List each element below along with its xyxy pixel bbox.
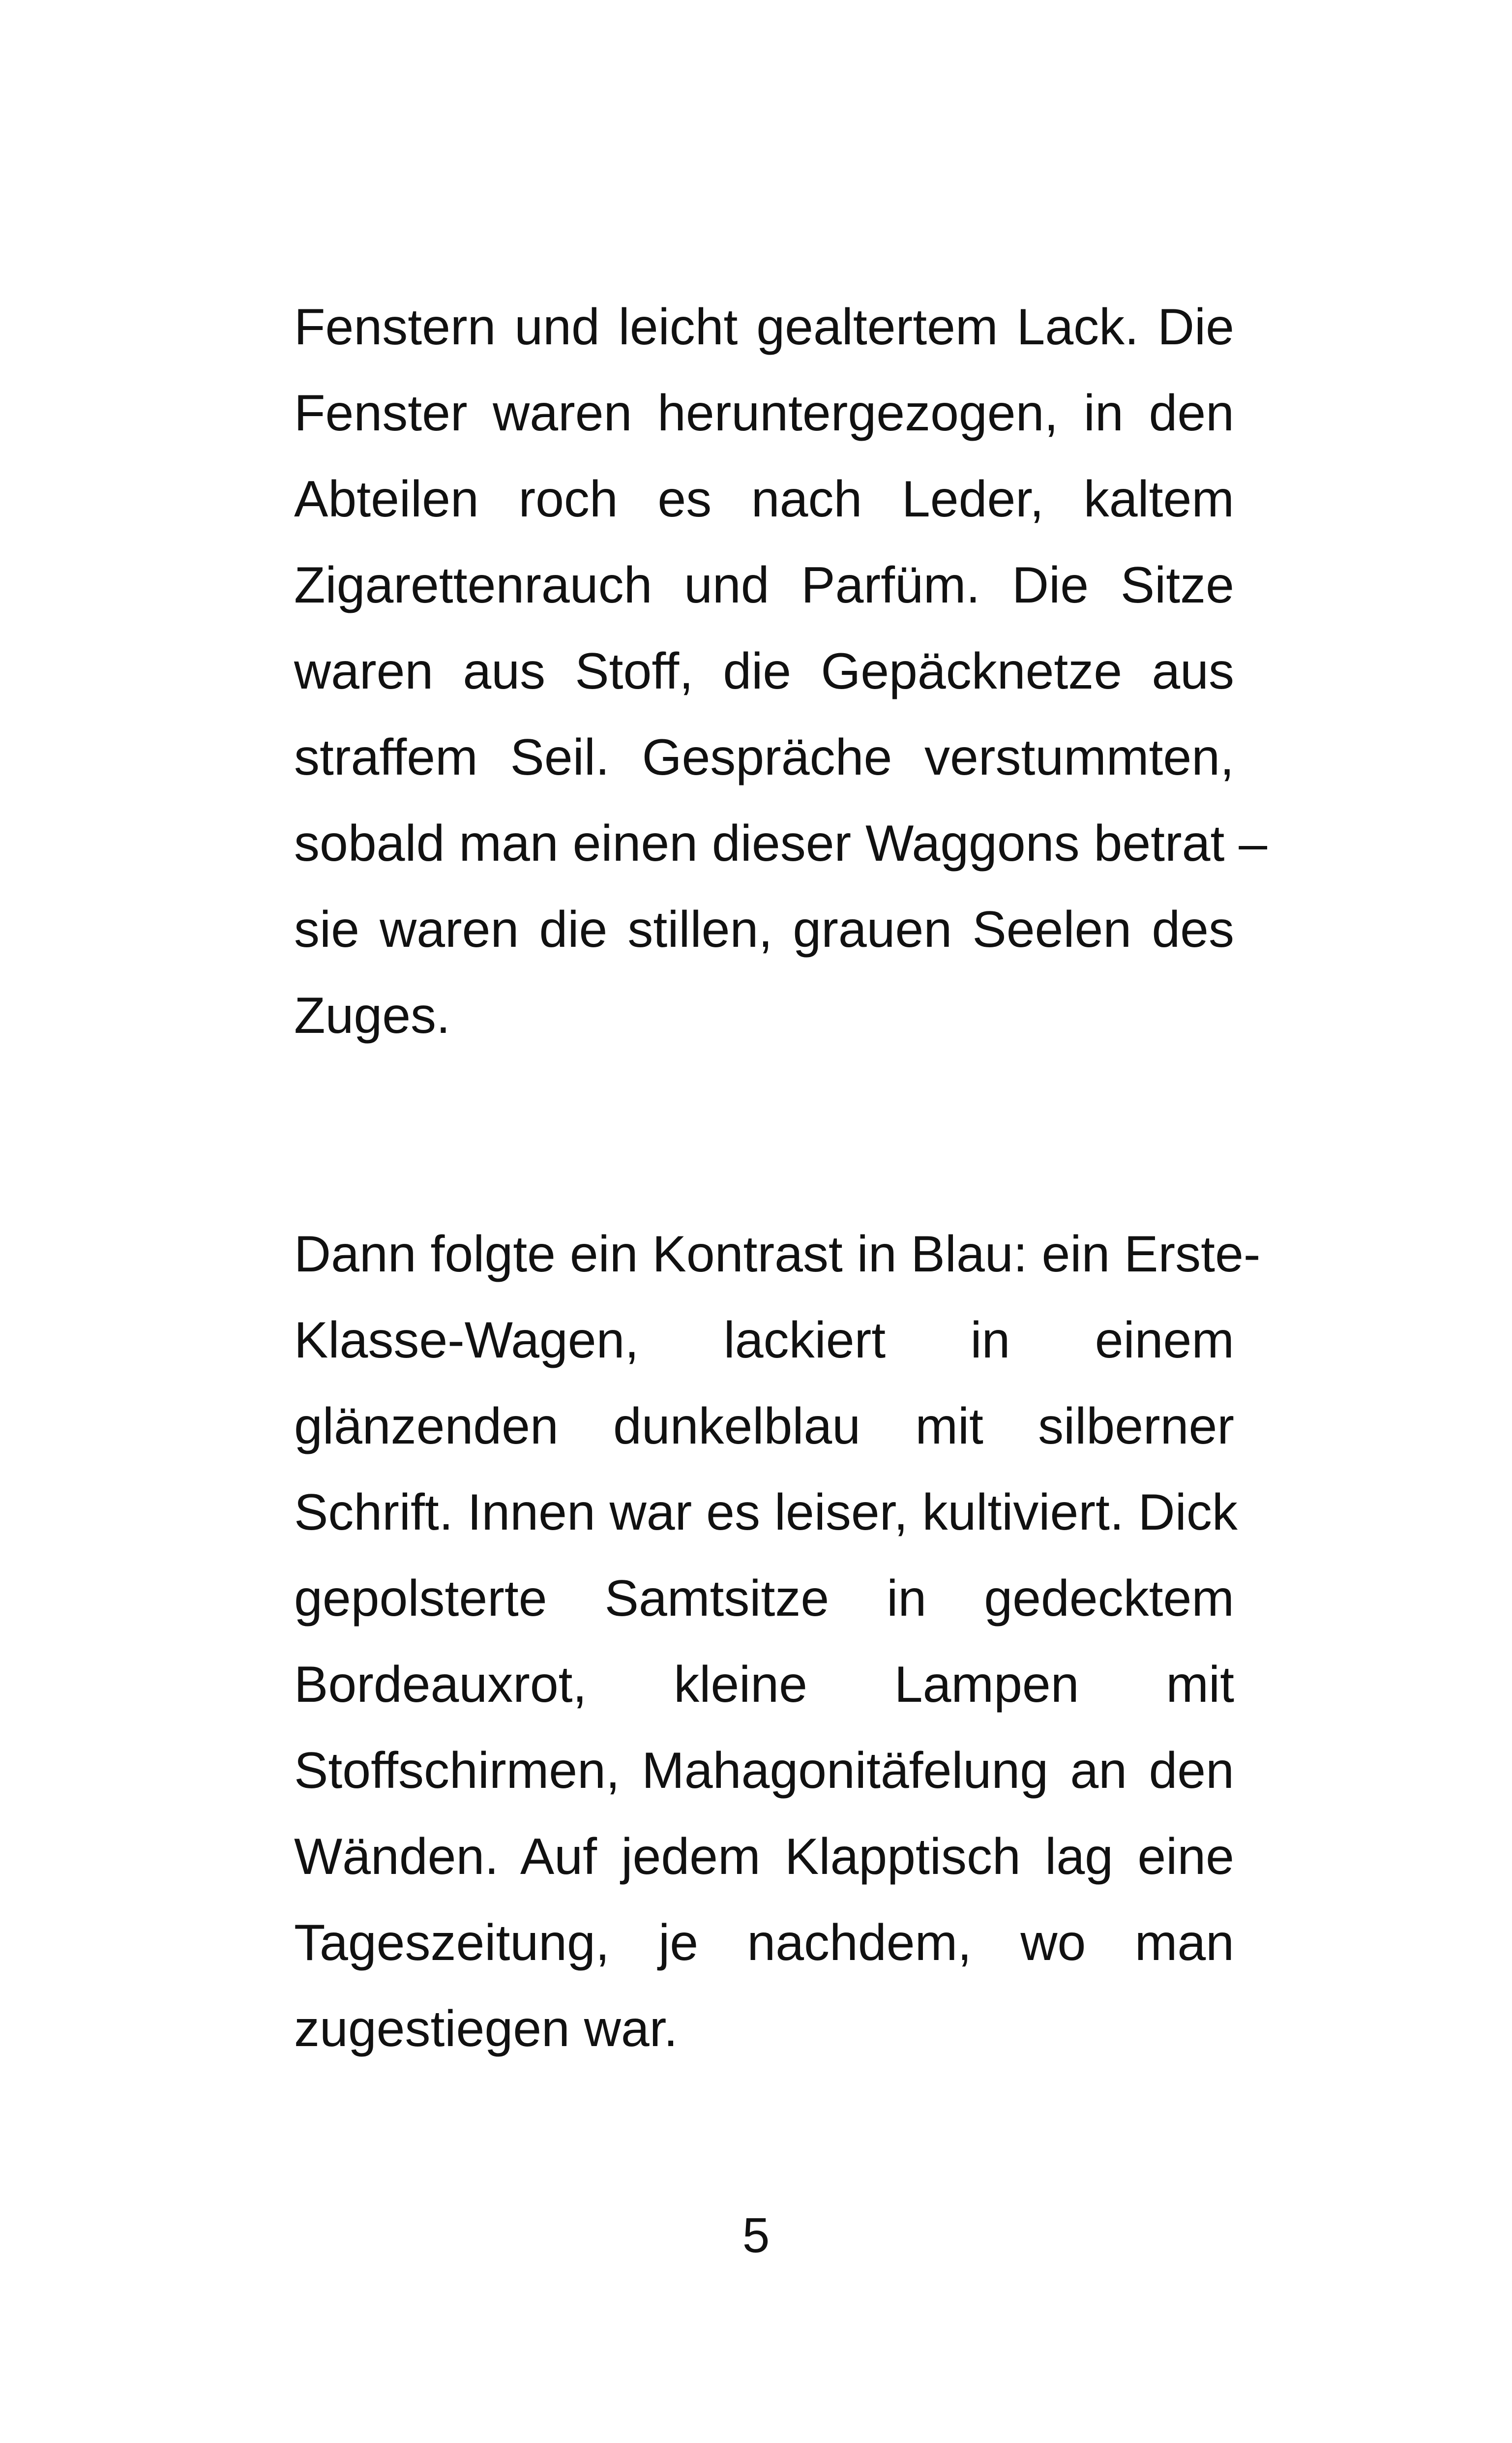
- text-line: zugestiegen war.: [294, 2000, 678, 2057]
- text-line: Fenster waren heruntergezogen, in den: [294, 385, 1234, 442]
- text-line: Schrift. Innen war es leiser, kultiviert. Dick: [294, 1484, 1238, 1541]
- text-line: Klasse-Wagen, lackiert in einem: [294, 1312, 1234, 1369]
- text-line: straffem Seil. Gespräche verstummten,: [294, 729, 1234, 786]
- text-line: Zuges.: [294, 987, 450, 1044]
- text-line: Zigarettenrauch und Parfüm. Die Sitze: [294, 557, 1234, 614]
- text-line: gepolsterte Samtsitze in gedecktem: [294, 1570, 1234, 1627]
- text-line: sie waren die stillen, grauen Seelen des: [294, 901, 1234, 958]
- text-line: glänzenden dunkelblau mit silberner: [294, 1398, 1234, 1455]
- text-line: waren aus Stoff, die Gepäcknetze aus: [294, 643, 1234, 700]
- text-line: Abteilen roch es nach Leder, kaltem: [294, 471, 1234, 528]
- paragraph-1: [294, 284, 1268, 1059]
- paragraph-2: [294, 1211, 1261, 2072]
- text-line: Tageszeitung, je nachdem, wo man: [294, 1914, 1234, 1971]
- text-line: Dann folgte ein Kontrast in Blau: ein Erste-: [294, 1226, 1261, 1283]
- text-line: Bordeauxrot, kleine Lampen mit: [294, 1656, 1234, 1713]
- text-line: Fenstern und leicht gealtertem Lack. Die: [294, 299, 1234, 356]
- page-number: 5: [742, 2208, 770, 2263]
- text-line: sobald man einen dieser Waggons betrat –: [294, 815, 1268, 872]
- text-line: Wänden. Auf jedem Klapptisch lag eine: [294, 1828, 1234, 1885]
- text-line: Stoffschirmen, Mahagonitäfelung an den: [294, 1742, 1234, 1799]
